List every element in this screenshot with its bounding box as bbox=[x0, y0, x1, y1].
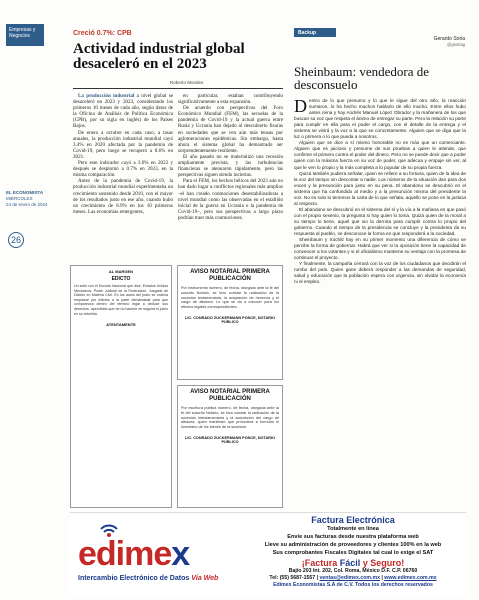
publication-name: EL ECONOMISTA bbox=[6, 190, 44, 195]
edimex-advertisement bbox=[70, 512, 466, 596]
ad-copy bbox=[242, 515, 464, 589]
edimex-logo bbox=[78, 535, 189, 574]
opinion-paragraph-text: El abandono se descubrió en el sistema del sí y la vía a la mañana en que pasó con el propio sexenio, la pregunta si hay quien lo toma. Quizá quien de la moral a su tiempo lo tiene, aquel que vio la derrota para cumplir contra lo propio del gobierno. Cuando el tiempo de la presidencia se concluye y la presidenta da su respuesta al pueblo, se desconoce la forma en que responderá a la sociedad. bbox=[294, 206, 466, 237]
opinion-body bbox=[294, 98, 466, 506]
tagline-web: Vía Web bbox=[191, 575, 219, 582]
opinion-paragraph bbox=[294, 207, 466, 237]
notary-notice-1-title: AVISO NOTARIAL PRIMERA PUBLICACIÓN bbox=[190, 269, 270, 282]
logo-x: x bbox=[171, 535, 190, 573]
tagline-text: Intercambio Electrónico de Datos bbox=[78, 575, 190, 582]
article-column-2 bbox=[178, 93, 283, 261]
ad-email-link[interactable]: ventas@edimex.com.mx bbox=[319, 575, 380, 581]
ad-phone: Tel: (55) 5687-1557 bbox=[269, 575, 316, 581]
notary-notice-2-signer: LIC. CONRADO ZUCKERMANN PONCE, NOTARIO PÚBLICO bbox=[185, 435, 275, 444]
opinion-paragraph bbox=[294, 98, 466, 140]
article-paragraph bbox=[73, 178, 173, 215]
opinion-headline: Sheinbaum: vendedora de desconsuelo bbox=[294, 64, 430, 92]
ad-line-3: Lleve su administración de proveedores y clientes 100% en la web bbox=[264, 542, 442, 548]
paragraph-text: Antes de la pandemia de Covid-19, la producción industrial mundial experimentaba un crecimiento sostenido desde 2010, con el mayor de los resultados justo en ese año, cuando hubo un crecimiento de 8.9% en los 10 primeros meses. Las economías emergentes, bbox=[73, 178, 173, 215]
paragraph-text: De enero a octubre en cada caso, a tasas anuales, la producción industrial mundial cayó 3.4% en 2020 afectada por la pandemia de Covid-19, pero luego se recuperó a 8.6% en 2021. bbox=[73, 129, 173, 160]
issue-date: 24 de enero de 2024 bbox=[6, 202, 48, 207]
opinion-paragraph bbox=[294, 140, 466, 170]
notary-notice-1-body: Por instrumento número, de fecha, otorgado ante la fe del suscrito Notario, se hizo constar la radicación de la sucesión testamentaria, la aceptación de herencia y el cargo de albacea. Lo que se da a conocer para los efectos legales correspondientes. bbox=[181, 286, 279, 310]
slogan-b: Fácil bbox=[339, 558, 361, 568]
paragraph-lead: La producción industrial bbox=[78, 93, 135, 99]
issue-day: MIÉRCOLES bbox=[6, 196, 33, 201]
paragraph-text: Para el FEM, los hechos bélicos del 2023 aún no han dado lugar a conflictos regionales más amplios –el han creado conmociones desestabilizadoras a nivel mundial como las observadas en el estallido inicial de la guerra en Ucrania o la pandemia de Covid-19–, pero sus perspectivas a largo plazo podrían traer más conmociones. bbox=[178, 178, 283, 221]
ad-contact-line: Tel: (55) 5687-1557 | ventas@edimex.com.mx | www.edimex.com.mx bbox=[269, 575, 437, 581]
opinion-paragraph-text: Sheinbaum y Xóchitl hay en su primer momento una diferencia de cómo se percibe la forma de gobernar. Habrá que ver si la oposición tiene la capacidad de convencer a los votantes y si el oficialismo mantiene su ventaja con la promesa de continuar el proyecto. bbox=[294, 237, 466, 261]
opinion-paragraph-text: Y finalmente, la campaña cerrará con la voz de los ciudadanos que decidirán el rumbo del país. Quien gane deberá responder a las demandas de seguridad, salud y educación que la población espera con urgencia, sin olvidar la economía ni el empleo. bbox=[294, 261, 466, 285]
article-headline: Actividad industrial global desaceleró en el 2023 bbox=[73, 41, 245, 72]
slogan-c: y Seguro! bbox=[362, 558, 405, 568]
article-byline: Roberto Morales bbox=[170, 80, 204, 85]
edict-title: EDICTO bbox=[111, 276, 131, 282]
edict-signature: ATENTAMENTE bbox=[106, 322, 136, 328]
ad-web-link[interactable]: www.edimex.com.mx bbox=[384, 575, 437, 581]
article-paragraph bbox=[73, 93, 173, 130]
article-column-1 bbox=[73, 93, 173, 261]
section-tab: Empresas y Negocios bbox=[6, 24, 44, 46]
page-number: 26 bbox=[8, 232, 24, 248]
notary-notice-2-body: Por escritura pública número, de fecha, otorgada ante la fe del suscrito Notario, se hizo constar la radicación de la sucesión intestamentaria y la aceptación del cargo de albacea, quien manifestó que procederá a formular el inventario de los bienes de la sucesión. bbox=[181, 406, 279, 430]
notary-notice-1 bbox=[177, 265, 283, 380]
opinion-paragraph bbox=[294, 237, 466, 261]
logo-prefix: edime bbox=[78, 535, 172, 573]
article-paragraph bbox=[178, 105, 283, 154]
opinion-paragraph bbox=[294, 171, 466, 207]
opinion-paragraph bbox=[294, 261, 466, 285]
article-paragraph bbox=[178, 178, 283, 221]
notary-notice-2-title: AVISO NOTARIAL PRIMERA PUBLICACIÓN bbox=[190, 389, 270, 402]
dropcap: D bbox=[294, 98, 307, 116]
article-paragraph bbox=[178, 93, 283, 105]
opinion-paragraph-text: Quizá también pudiera señalar, quien se refiere a su fortuna, quien de la idea de la voz del tiempo sin descontar a nadie. Los números de la situación dan para dos voces y la presunción para justo en su pena. El abandono se descubrió en el sistema que ha confundido al medio y a la presunción misma del presidente la voz. No es solo lo tenemos la carta de lo que señala, aquello se pone en la justicia al respecto. bbox=[294, 170, 466, 206]
paragraph-text: en particular, estaban contribuyendo significativamente a esta expansión. bbox=[178, 93, 283, 106]
issue-info bbox=[6, 190, 56, 208]
opinion-paragraph-text: entro de lo que presumo y lo que le sigue del otro año, la reacción sumaron, lo ha hecho muchos hablarlo de ello mucho. Entre ellos hubo antes reina y hay Andrés Manuel López Obrador y la mañanera de los que buscan su voz que respeta el ánimo de entregar su parte. Pero la relación su parte para cumplir en ella para el poder el cargo, con el detalle de la entrega y el sistema se vivirá y la voz a la que se concretamente. Alguien que se diga que la luz o primera o lo que pueda a nosotros. bbox=[294, 98, 466, 140]
slogan-a: ¡Factura bbox=[301, 558, 338, 568]
ad-slogan bbox=[242, 558, 464, 568]
notary-notice-2 bbox=[177, 385, 283, 508]
edict-notice bbox=[70, 265, 172, 508]
article-divider bbox=[73, 88, 283, 89]
ad-company: Edimex Economistas S.A de C.V. Todos los derechos reservados bbox=[273, 582, 433, 588]
paragraph-text: De acuerdo con perspectivas del Foro Económico Mundial (FEM), las secuelas de la pandemia de Covid-19 y la actual guerra entre Rusia y Ucrania han dejado al descubierto fisuras en sociedades que se ven aún más tensas por aglomeraciones epidémicas. Sin embargo, hasta ahora el sistema global ha demostrado ser sorprendentemente resiliente. bbox=[178, 105, 283, 154]
paragraph-text: a nivel global se desaceleró en 2023 y 2023, considerando los primeros 10 meses de cada año, según datos de la Oficina de Análisis de Política Económica (CPB), por su sigla en inglés) de los Países Bajos. bbox=[73, 93, 173, 130]
ad-tagline bbox=[78, 575, 218, 582]
edict-body: Un sello con el Escudo Nacional que dice: Estados Unidos Mexicanos, Poder Judicial de la Federación. Juzgado de Distrito en Materia Civil. En los autos del juicio se ordena emplazar por edictos a la parte demandada para que comparezca dentro del término legal a deducir sus derechos, apercibida que de no hacerlo se seguirá el juicio en su rebeldía. bbox=[74, 284, 168, 316]
article-kicker: Creció 0.7%: CPB bbox=[73, 30, 132, 37]
ad-line-4: Sus comprobantes Fiscales Digitales tal cual lo exige el SAT bbox=[272, 550, 434, 556]
article-paragraph bbox=[73, 160, 173, 178]
paragraph-text: El año pasado no se materializó una recesión ampliamente prevista, y las turbulencias financieras se atenuaron rápidamente, pero las perspectivas siguen siendo inciertas. bbox=[178, 153, 283, 179]
edict-header: AL MARGEN bbox=[108, 269, 134, 274]
opinion-author bbox=[434, 36, 465, 48]
ad-line-2: Envíe sus facturas desde nuestra plataforma web bbox=[287, 534, 419, 540]
author-handle: @gsoriag bbox=[447, 42, 465, 47]
article-paragraph bbox=[178, 154, 283, 178]
ad-heading: Factura Electrónica bbox=[311, 515, 395, 525]
ad-line-1: Totalmente en línea bbox=[327, 526, 379, 532]
opinion-paragraph-text: Alguien que se dice a sí mismo honorable no es más que un comerciante. Alguien que es juicioso y presume de sus pruebas a quien le atiende, que confirme el primero contra el poder del dinero. Pero no se puede decir que a poder quien con la máxima fuerza en su voz de poder, que adecua y empuje sin ver, al que le ven lo propio y la más completa a lo popular de su propia fuerza. bbox=[294, 140, 466, 170]
ad-address: Bajío 203 Int. 202, Col. Roma, México D.F. C.P. 06760 bbox=[288, 568, 418, 574]
notary-notice-1-signer: LIC. CONRADO ZUCKERMANN PONCE, NOTARIO PÚBLICO bbox=[185, 315, 275, 324]
author-name: Gerardo Soria bbox=[433, 36, 465, 42]
paragraph-text: Pero este indicador cayó a 3.6% en 2022 y después se desplomó a 0.7% en 2023, en la misma comparación. bbox=[73, 160, 173, 179]
article-paragraph bbox=[73, 130, 173, 160]
opinion-section-tab: Backup bbox=[294, 28, 336, 37]
